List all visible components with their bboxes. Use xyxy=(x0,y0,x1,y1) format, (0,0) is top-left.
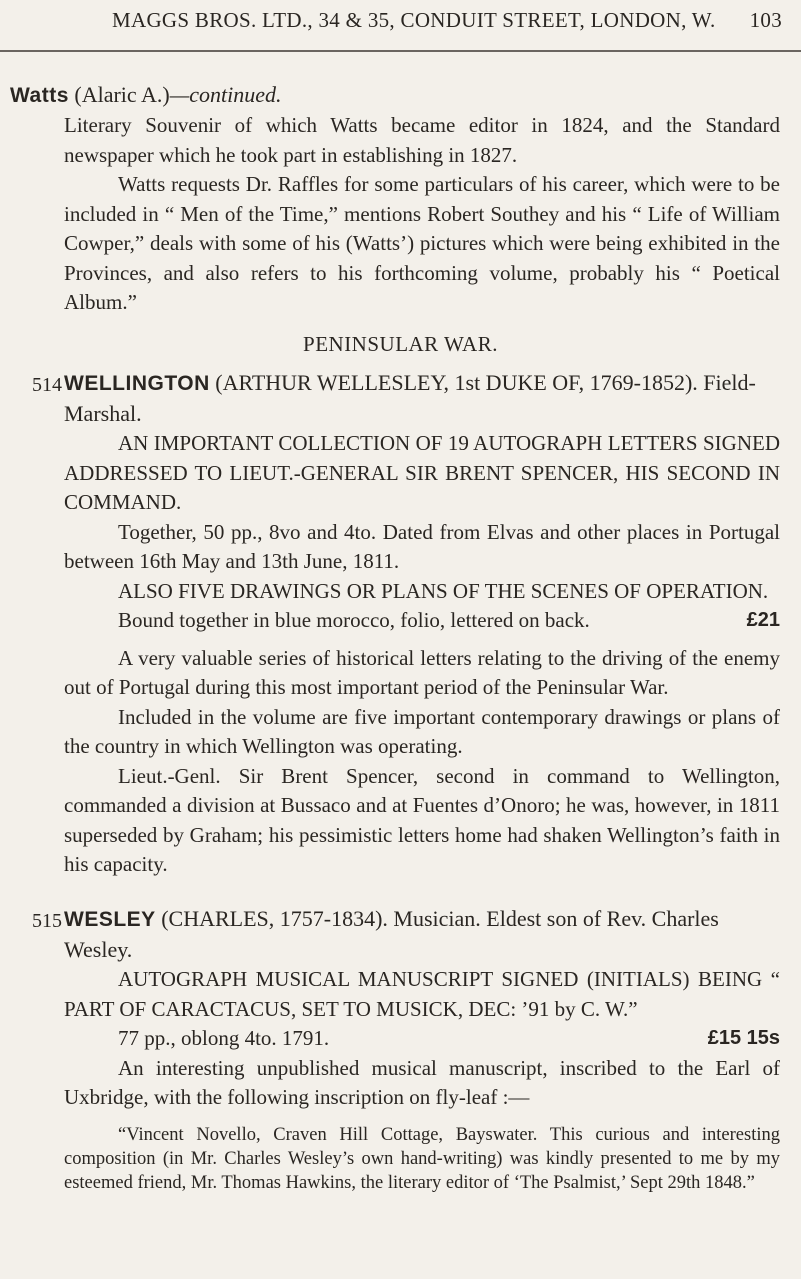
lot-514-note-1: A very valuable series of historical letters relating to the driving of the enemy out of Portugal during this most important period of the Peninsular War. xyxy=(64,645,780,699)
lot-514-body xyxy=(36,429,780,880)
lot-515-description-line xyxy=(64,1024,780,1054)
lot-514-price: £21 xyxy=(746,609,780,631)
continued-label: —continued. xyxy=(169,82,282,107)
continued-paragraph-1: Literary Souvenir of which Watts became editor in 1824, and the Standard newspaper which he took part in establishing in 1827. xyxy=(64,113,780,167)
lot-515-title: AUTOGRAPH MUSICAL MANUSCRIPT SIGNED (INITIALS) BEING “ PART OF CARACTACUS, SET TO MUSICK, DEC: ’91 by C. W.” xyxy=(64,967,780,1021)
header-rule xyxy=(0,50,801,52)
lot-514-title: AN IMPORTANT COLLECTION OF 19 AUTOGRAPH LETTERS SIGNED ADDRESSED TO LIEUT.-GENERAL SIR BRENT SPENCER, HIS SECOND IN COMMAND. xyxy=(64,431,780,514)
lot-515-heading-rest: (CHARLES, 1757-1834). Musician. Eldest son of Rev. Charles Wesley. xyxy=(64,906,719,962)
lot-514-name: WELLINGTON xyxy=(64,372,210,395)
continued-heading xyxy=(10,80,780,111)
lot-515-number: 515 xyxy=(32,910,62,932)
lot-515-description: 77 pp., oblong 4to. 1791. xyxy=(118,1026,330,1050)
lot-514-number: 514 xyxy=(32,374,62,396)
continued-author: Watts xyxy=(10,84,69,107)
lot-514-heading xyxy=(32,368,780,429)
lot-515-price: £15 15s xyxy=(707,1027,780,1049)
lot-515 xyxy=(32,904,780,1195)
lot-514-description: Together, 50 pp., 8vo and 4to. Dated from Elvas and other places in Portugal between 16th May and 13th June, 1811. xyxy=(64,519,780,573)
lot-515-body xyxy=(36,965,780,1195)
lot-515-quote: “Vincent Novello, Craven Hill Cottage, Bayswater. This curious and interesting composition (in Mr. Charles Wesley’s own hand-writing) was kindly presented to me by my esteemed friend, Mr. Thomas Hawkins, the literary editor of ‘The Psalmist,’ Sept 29th 1848.” xyxy=(64,1124,780,1193)
lot-514 xyxy=(32,368,780,880)
continued-name-suffix: (Alaric A.) xyxy=(74,82,170,107)
continued-entry xyxy=(10,80,780,318)
continued-paragraph-2: Watts requests Dr. Raffles for some particulars of his career, which were to be included in “ Men of the Time,” mentions Robert Southey and his “ Life of William Cowper,” deals with some of his (Watts’) pictures which were being exhibited in the Provinces, and also refers to his forthcoming volume, probably his “ Poetical Album.” xyxy=(64,172,780,314)
lot-514-note-2: Included in the volume are five important contemporary drawings or plans of the country in which Wellington was operating. xyxy=(64,704,780,758)
lot-514-binding: Bound together in blue morocco, folio, lettered on back. xyxy=(118,608,590,632)
lot-514-binding-line xyxy=(64,606,780,636)
page-number: 103 xyxy=(749,8,782,32)
lot-514-also: ALSO FIVE DRAWINGS OR PLANS OF THE SCENES OF OPERATION. xyxy=(118,578,769,603)
section-title: PENINSULAR WAR. xyxy=(303,332,498,356)
lot-515-note: An interesting unpublished musical manuscript, inscribed to the Earl of Uxbridge, with the following inscription on fly-leaf :— xyxy=(64,1055,780,1109)
lot-515-heading xyxy=(32,904,780,965)
continued-body xyxy=(10,111,780,318)
lot-514-heading-rest: (ARTHUR WELLESLEY, 1st DUKE OF, 1769-1852). Field-Marshal. xyxy=(64,370,756,426)
lot-514-note-3: Lieut.-Genl. Sir Brent Spencer, second in command to Wellington, commanded a division at Bussaco and at Fuentes d’Onoro; he was, however, in 1811 superseded by Graham; his pessimistic letters home had shaken Wellington’s faith in his capacity. xyxy=(64,763,780,876)
running-title: MAGGS BROS. LTD., 34 & 35, CONDUIT STREET, LONDON, W. xyxy=(112,8,716,32)
lot-515-name: WESLEY xyxy=(64,908,156,931)
running-header xyxy=(112,8,782,33)
